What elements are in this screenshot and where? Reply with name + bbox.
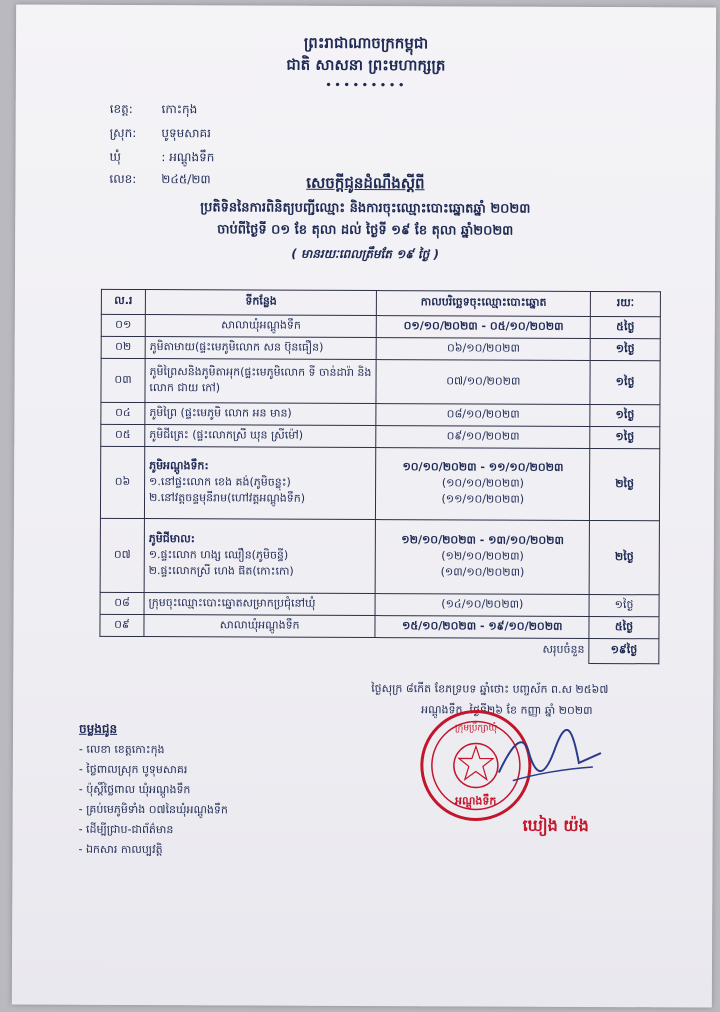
row-no: ០៦ [100, 446, 144, 518]
row-no: ០១ [101, 314, 145, 336]
commune-label: ឃុំ [109, 149, 121, 164]
recipient-item: - លេខា ខេត្តកោះកុង [78, 742, 165, 757]
header-no: ល.រ [101, 289, 145, 314]
notice-title: សេចក្តីជូនដំណឹងស្តីពី [306, 173, 425, 193]
total-row [100, 636, 659, 663]
table-row [100, 614, 659, 638]
stamp-text-top: ក្រុមប្រឹក្សាឃុំ [454, 723, 498, 734]
row-place [144, 447, 376, 520]
date-a: (១០/១០/២០២៣) [441, 475, 524, 490]
recipients-title: ចម្លងជូន [78, 721, 118, 736]
row-no: ០៣ [101, 358, 145, 402]
row-date: ០៩/១០/២០២៣ [376, 426, 590, 449]
row-date [376, 448, 590, 521]
row-days: ១ថ្ងៃ [590, 404, 660, 426]
recipient-item: - គ្រប់មេភូមិទាំង ០៧នៃឃុំអណ្តូងទឹក [78, 802, 228, 817]
notice-duration: ( មានរយៈពេលត្រឹមតែ ១៩ ថ្ងៃ ) [291, 246, 439, 262]
table-row [100, 592, 659, 616]
number-value: ២៤៥/២៣ [161, 172, 211, 187]
recipient-item: - ប៉ុស្តិ៍ថ្លៃពាល ឃុំអណ្តូងទឹក [78, 782, 191, 797]
table-row [101, 358, 660, 404]
table-row [100, 518, 659, 594]
row-days: ៥ថ្ងៃ [589, 616, 659, 638]
district-value: បូទុមសាគរ [161, 126, 211, 141]
row-no: ០៥ [101, 424, 145, 446]
row-date: ០៨/១០/២០២៣ [376, 404, 590, 427]
row-no: ០៨ [100, 592, 144, 614]
row-place: សាលាឃុំអណ្តូងទឹក [145, 315, 377, 338]
recipient-item: - ថ្លៃពាលស្រុក បូទុមសាគរ [78, 762, 188, 777]
village-title: ភូមិជីមាល: [148, 531, 196, 545]
province-line [110, 101, 198, 119]
row-date: ០៦/១០/២០២៣ [377, 338, 591, 361]
row-days: ២ថ្ងៃ [589, 520, 659, 594]
heading-ornament: ••••••••• [324, 77, 407, 93]
stamp-text-center: អណ្ដូងទឹក [455, 794, 497, 808]
row-days: ១ថ្ងៃ [590, 426, 660, 448]
row-days: ១ថ្ងៃ [590, 338, 660, 360]
district-line [110, 125, 211, 143]
document-page [12, 4, 716, 1007]
schedule-table [99, 289, 661, 664]
signer-name: ឃៀង យ៉ង [522, 815, 589, 835]
row-place: ក្រុមចុះឈ្មោះបោះឆ្នោតសម្រាកប្រជុំនៅឃុំ [144, 593, 376, 616]
date-range: ១០/១០/២០២៣ - ១១/១០/២០២៣ [402, 459, 564, 474]
village-title: ភូមិអណ្តូងទឹក: [149, 458, 209, 472]
province-label: ខេត្ត: [109, 101, 133, 116]
table-row [101, 402, 660, 426]
location-a: ១.នៅផ្ទះលោក ខេង គង់(ភូមិចន្លុះ) [149, 474, 291, 489]
place-date: អណ្តូងទឹក, ថ្ងៃទី២៦ ខែ កញ្ញា ឆ្នាំ ២០២៣ [421, 703, 593, 717]
row-no: ០៩ [100, 614, 144, 636]
row-no: ០២ [101, 336, 145, 358]
total-label: សរុបចំនួន [100, 636, 589, 663]
row-days: ១ថ្ងៃ [589, 594, 659, 616]
total-value: ១៩ថ្ងៃ [589, 638, 659, 663]
table-row [101, 336, 660, 360]
row-no: ០៧ [100, 518, 144, 592]
date-b: (១១/១០/២០២៣) [441, 491, 525, 506]
kingdom-heading: ព្រះរាជាណាចក្រកម្ពុជា [303, 33, 429, 53]
location-b: ២.ផ្ទះលោកស្រី ហេង ផ៊ត(កោះកោ) [148, 563, 294, 578]
table-row [101, 314, 660, 338]
header-days: រយៈ [590, 291, 660, 316]
recipient-item: - ដើម្បីជ្រាប-ជាព័ត៌មាន [78, 822, 174, 837]
handwritten-signature [493, 723, 603, 803]
row-place: សាលាឃុំអណ្តូងទឹក [144, 615, 376, 638]
notice-subtitle: ប្រតិទិននៃការពិនិត្យបញ្ជីឈ្មោះ និងការចុះឈ្មោះបោះឆ្នោតឆ្នាំ ២០២៣ [200, 200, 531, 217]
row-place: ភូមិព្រៃសនិងភូមិតាអុក(ផ្ទះមេភូមិលោក ទី ចាន់ដារ៉ា និងលោក ជាយ កៅ) [145, 359, 377, 404]
row-place: ភូមិព្រៃ (ផ្ទះមេភូមិ លោក អន មាន) [145, 403, 377, 426]
date-a: (១២/១០/២០២៣) [441, 548, 524, 563]
province-value: កោះកុង [161, 102, 198, 117]
recipient-item: - ឯកសារ កាលប្បវត្តិ [78, 842, 163, 857]
date-range: ១២/១០/២០២៣ - ១៣/១០/២០២៣ [401, 532, 564, 547]
row-date [376, 520, 590, 595]
number-label: លេខ: [109, 171, 137, 187]
header-place: ទីកន្លែង [145, 290, 377, 316]
table-row [100, 446, 659, 520]
row-days: ២ថ្ងៃ [590, 448, 660, 520]
row-place: ភូមិតាមាយ(ផ្ទះមេភូមិលោក សន ប៊ុនធឿន) [145, 337, 377, 360]
row-days: ៥ថ្ងៃ [590, 316, 660, 338]
row-date: ០១/១០/២០២៣ - ០៥/១០/២០២៣ [377, 316, 591, 339]
location-b: ២.នៅវត្តចន្ទមុនីរាម(ហៅវត្តអណ្តូងទឹក) [148, 490, 306, 505]
notice-period: ចាប់ពីថ្ងៃទី ០១ ខែ តុលា ដល់ ថ្ងៃទី ១៩ ខែ តុលា ឆ្នាំ២០២៣ [217, 222, 514, 239]
table-row [101, 424, 660, 448]
row-date: ០៧/១០/២០២៣ [376, 360, 590, 405]
lunar-date: ថ្ងៃសុក្រ ៨កើត ខែភទ្របទ ឆ្នាំថោះ បញ្ចស័ក ព.ស ២៥៦៧ [371, 682, 609, 697]
commune-line [109, 149, 214, 167]
motto-heading: ជាតិ សាសនា ព្រះមហាក្សត្រ [286, 55, 446, 75]
date-b: (១៣/១០/២០២៣) [440, 564, 525, 579]
row-place [144, 519, 376, 594]
row-days: ១ថ្ងៃ [590, 360, 660, 404]
table-header-row [101, 289, 660, 316]
location-a: ១.ផ្ទះលោក ហង្ស ឈឿន(ភូមិចន្ទី) [148, 547, 289, 562]
row-no: ០៤ [101, 402, 145, 424]
row-date: ១៥/១០/២០២៣ - ១៩/១០/២០២៣ [375, 616, 589, 639]
header-date: កាលបរិច្ឆេទចុះឈ្មោះបោះឆ្នោត [377, 291, 591, 317]
commune-value: : អណ្ដូងទឹក [161, 150, 215, 165]
district-label: ស្រុក: [109, 125, 137, 141]
row-place: ភូមិជីត្រេះ (ផ្ទះលោកស្រី ឃុន ស្រីម៉ៅ) [145, 425, 377, 448]
row-date: (១៤/១០/២០២៣) [375, 594, 589, 617]
